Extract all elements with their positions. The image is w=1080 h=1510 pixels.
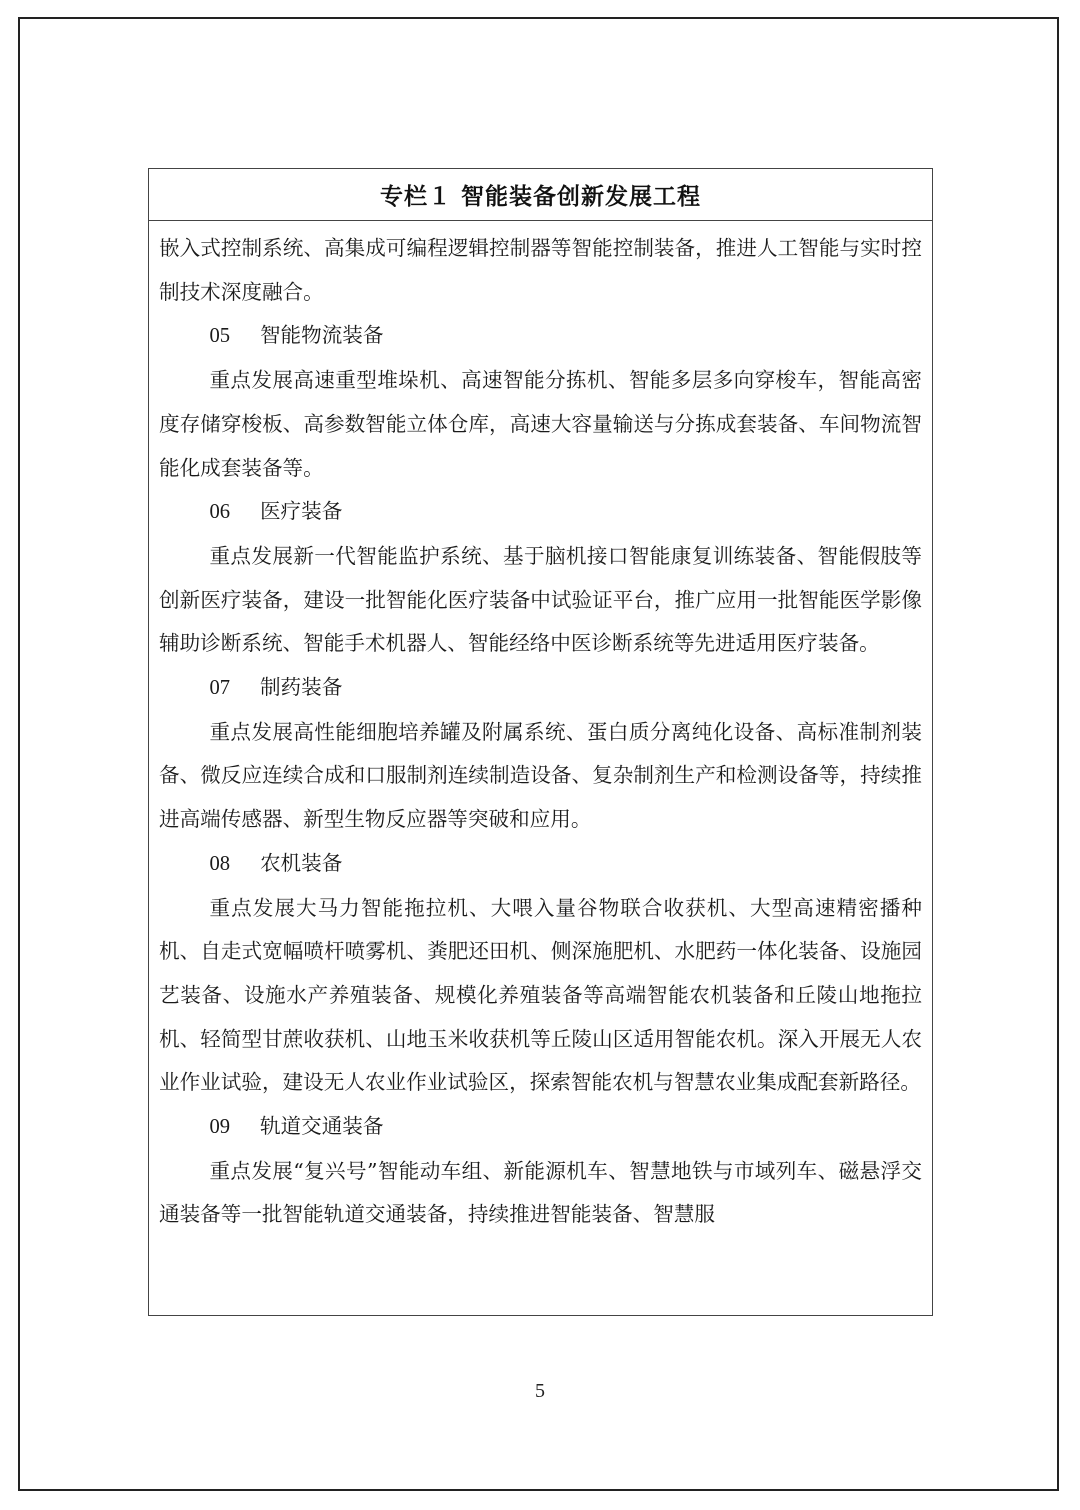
section-heading-07 <box>159 666 922 711</box>
section-paragraph-09: 重点发展“复兴号”智能动车组、新能源机车、智慧地铁与市域列车、磁悬浮交通装备等一批智能轨道交通装备，持续推进智能装备、智慧服 <box>159 1158 922 1227</box>
box-title: 专栏１ 智能装备创新发展工程 <box>149 169 932 221</box>
section-heading-06 <box>159 490 922 535</box>
section-number: 08 <box>209 852 231 875</box>
section-title: 制药装备 <box>259 675 343 700</box>
continuation-paragraph: 嵌入式控制系统、高集成可编程逻辑控制器等智能控制装备，推进人工智能与实时控制技术深度融合。 <box>159 236 922 304</box>
box-body <box>149 221 932 1237</box>
section-number: 07 <box>209 677 231 700</box>
section-title: 智能物流装备 <box>259 323 384 348</box>
section-paragraph-06: 重点发展新一代智能监护系统、基于脑机接口智能康复训练装备、智能假肢等创新医疗装备，建设一批智能化医疗装备中试验证平台，推广应用一批智能医学影像辅助诊断系统、智能手术机器人、智能经络中医诊断系统等先进适用医疗装备。 <box>159 543 922 656</box>
section-heading-08 <box>159 842 922 887</box>
section-heading-09 <box>159 1105 922 1150</box>
section-paragraph-08: 重点发展大马力智能拖拉机、大喂入量谷物联合收获机、大型高速精密播种机、自走式宽幅喷杆喷雾机、粪肥还田机、侧深施肥机、水肥药一体化装备、设施园艺装备、设施水产养殖装备、规模化养殖装备等高端智能农机装备和丘陵山地拖拉机、轻简型甘蔗收获机、山地玉米收获机等丘陵山区适用智能农机。深入开展无人农业作业试验，建设无人农业作业试验区，探索智能农机与智慧农业集成配套新路径。 <box>159 895 922 1095</box>
section-number: 05 <box>209 325 231 348</box>
section-paragraph-05: 重点发展高速重型堆垛机、高速智能分拣机、智能多层多向穿梭车，智能高密度存储穿梭板、高参数智能立体仓库，高速大容量输送与分拣成套装备、车间物流智能化成套装备等。 <box>159 368 922 480</box>
section-title: 农机装备 <box>259 850 343 875</box>
section-paragraph-07: 重点发展高性能细胞培养罐及附属系统、蛋白质分离纯化设备、高标准制剂装备、微反应连续合成和口服制剂连续制造设备、复杂制剂生产和检测设备等，持续推进高端传感器、新型生物反应器等突破和应用。 <box>159 719 922 832</box>
section-title: 轨道交通装备 <box>259 1114 384 1139</box>
section-heading-05 <box>159 314 922 359</box>
page-number: 5 <box>535 1380 545 1402</box>
section-number: 06 <box>209 501 231 524</box>
section-number: 09 <box>209 1116 231 1139</box>
special-column-box <box>148 168 933 1316</box>
section-title: 医疗装备 <box>259 499 343 524</box>
